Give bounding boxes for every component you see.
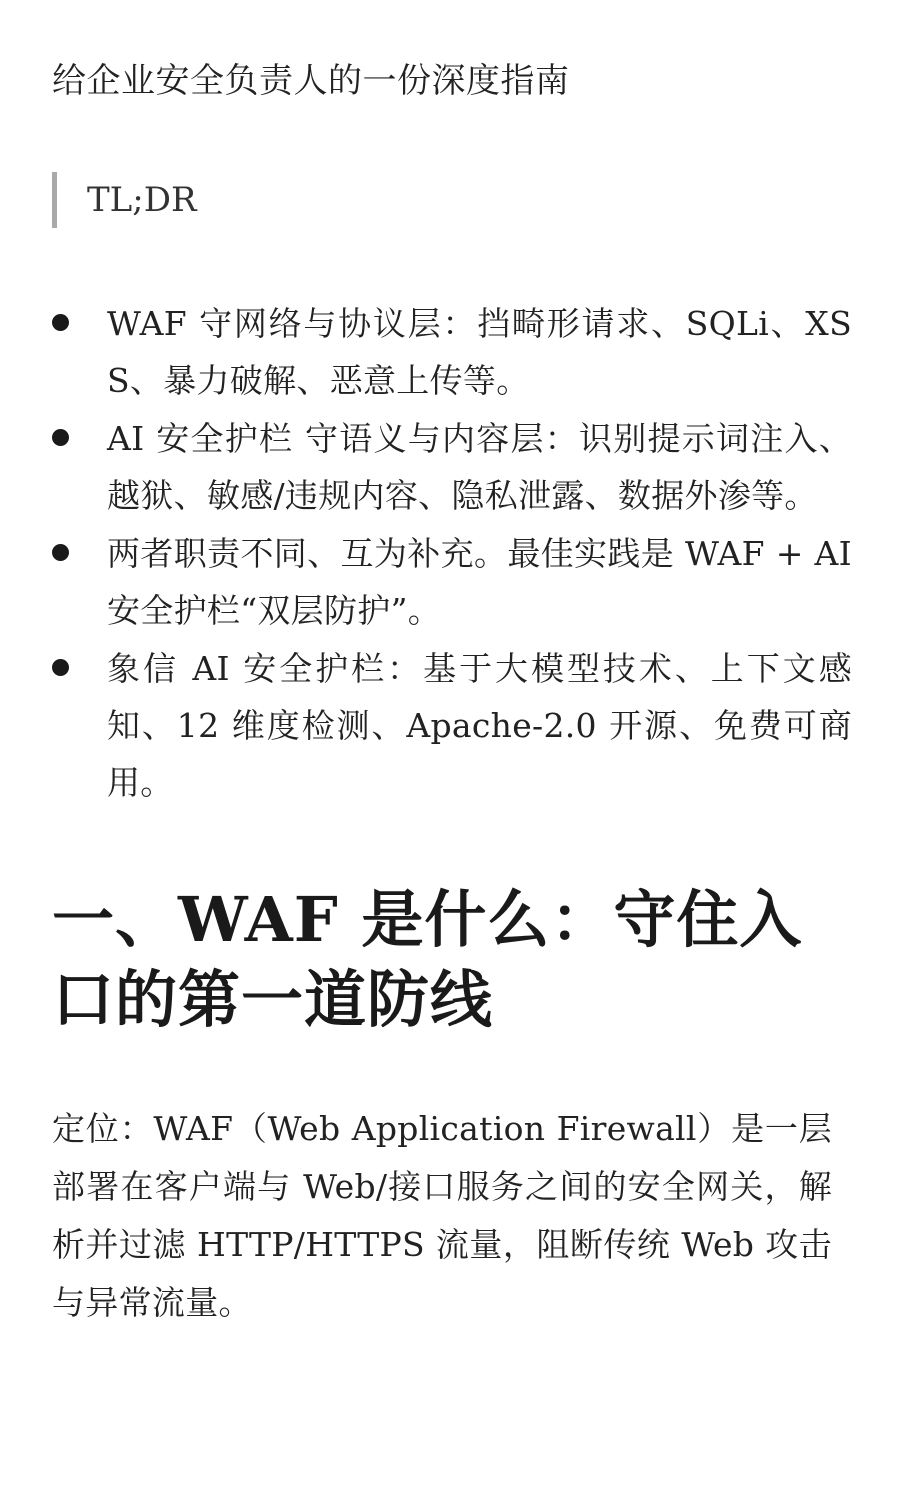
bullet-dot-icon — [52, 429, 69, 446]
list-item — [52, 295, 852, 409]
list-item — [52, 640, 852, 811]
section-heading: 一、WAF 是什么：守住入口的第一道防线 — [52, 883, 803, 1036]
body-paragraph: 定位：WAF（Web Application Firewall）是一层部署在客户端与 Web/接口服务之间的安全网关，解析并过滤 HTTP/HTTPS 流量，阻断传统 Web 攻击与异常流量。 — [52, 1109, 832, 1322]
bullet-dot-icon — [52, 544, 69, 561]
list-item — [52, 410, 852, 524]
list-item-text: 象信 AI 安全护栏：基于大模型技术、上下文感知、12 维度检测、Apache-2.0 开源、免费可商用。 — [107, 649, 852, 802]
tldr-blockquote — [52, 172, 197, 228]
list-item-text: WAF 守网络与协议层：挡畸形请求、SQLi、XSS、暴力破解、恶意上传等。 — [107, 304, 852, 400]
article-subtitle: 给企业安全负责人的一份深度指南 — [52, 61, 570, 101]
summary-list — [52, 295, 852, 812]
list-item-text: AI 安全护栏 守语义与内容层：识别提示词注入、越狱、敏感/违规内容、隐私泄露、数据外渗等。 — [107, 419, 852, 515]
bullet-dot-icon — [52, 659, 69, 676]
bullet-dot-icon — [52, 314, 69, 331]
tldr-label: TL;DR — [87, 180, 197, 220]
list-item-text: 两者职责不同、互为补充。最佳实践是 WAF + AI 安全护栏“双层防护”。 — [107, 534, 852, 630]
list-item — [52, 525, 852, 639]
